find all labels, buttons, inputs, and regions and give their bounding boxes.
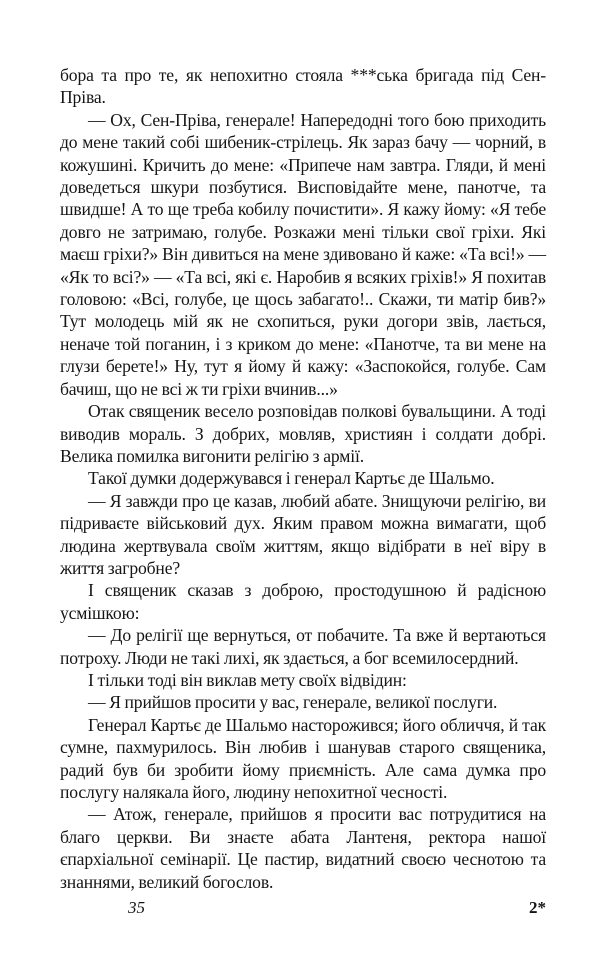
page-number: 35 [128,898,145,917]
paragraph-11: — Атож, генерале, прийшов я просити вас потрудитися на благо церкви. Ви знаєте абата Лантеня, ректора нашої єпархіальної семінарії. Це пастир, видатний своєю чеснотою та знаннями, великий богослов. [60,804,546,892]
paragraph-3: Отак священик весело розповідав полкові бувальщини. А тоді виводив мораль. З добрих, мовляв, християн і солдати добрі. Велика помилка вигонити релігію з армії. [60,401,546,466]
signature-mark: 2* [529,898,546,917]
page-body [60,64,546,893]
paragraph-6: І священик сказав з доброю, простодушною й радісною усмішкою: [60,580,546,623]
paragraph-5: — Я завжди про це казав, любий абате. Знищуючи релігію, ви підриваєте військовий дух. Яким правом можна вимагати, щоб людина жертвувала своїм життям, якщо відібрати в неї віру в життя загробне? [60,490,546,578]
paragraph-4: Такої думки додержувався і генерал Картьє де Шальмо. [88,468,495,489]
paragraph-9: — Я прийшов просити у вас, генерале, великої послуги. [88,692,498,713]
paragraph-1: бора та про те, як непохитно стояла ***ська бригада під Сен-Пріва. [60,65,546,108]
paragraph-7: — До релігії ще вернуться, от побачите. Та вже й вертаються потроху. Люди не такі лихі, як здається, а бог всемилосердний. [60,625,546,668]
page-footer [60,898,546,922]
paragraph-8: І тільки тоді він виклав мету своїх відвідин: [88,669,407,690]
paragraph-2: — Ох, Сен-Пріва, генерале! Напередодні того бою приходить до мене такий собі шибеник-стрілець. Як зараз бачу — чорний, в кожушині. Кричить до мене: «Припече нам завтра. Гляди, й мені доведеться шкури позбутися. Висповідайте мене, панотче, та швидше! А то ще треба кобилу почистити». Я кажу йому: «Я тебе довго не затримаю, голубе. Розкажи мені тільки свої гріхи. Які маєш гріхи?» Він дивиться на мене здивовано й каже: «Та всі!» — «Як то всі?» — «Та всі, які є. Наробив я всяких гріхів!» Я похитав головою: «Всі, голубе, це щось забагато!.. Скажи, ти матір бив?» Тут молодець мій як не схопиться, руки догори звів, лається, неначе той поганин, і з криком до мене: «Панотче, та ви мене на глузи берете!» Ну, тут я йому й кажу: «Заспокойся, голубе. Сам бачиш, що не всі ж ти гріхи вчинив...» [60,109,546,399]
paragraph-10: Генерал Картьє де Шальмо насторожився; його обличчя, й так сумне, пахмурилось. Він любив і шанував старого священика, радий був би зробити йому приємність. Але сама думка про послугу налякала його, людину непохитної чесності. [60,714,546,802]
